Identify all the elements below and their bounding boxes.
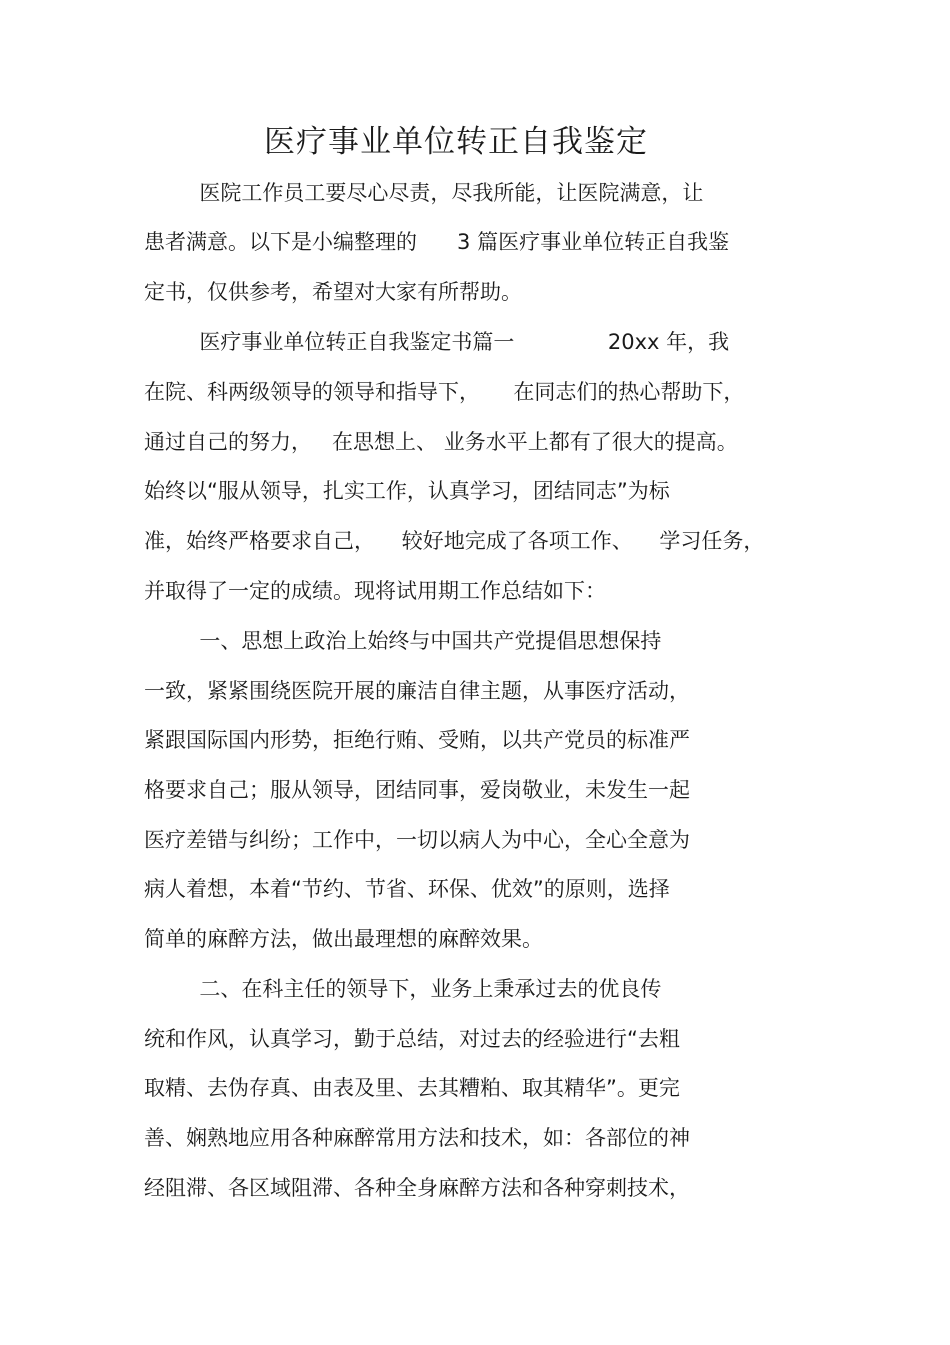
text-line: 患者满意。以下是小编整理的 3 篇医疗事业单位转正自我鉴 [144, 230, 730, 254]
text-line: 通过自己的努力， 在思想上、 业务水平上都有了很大的提高。 [144, 430, 738, 454]
text-line: 在院、科两级领导的领导和指导下， 在同志们的热心帮助下， [144, 380, 745, 404]
text-line: 准，始终严格要求自己， 较好地完成了各项工作、 学习任务， [144, 529, 765, 553]
text-line: 简单的麻醉方法，做出最理想的麻醉效果。 [144, 927, 543, 951]
text-line: 取精、去伪存真、由表及里、去其糟粕、取其精华”。更完 [144, 1076, 680, 1100]
text-line: 格要求自己；服从领导，团结同事，爱岗敬业，未发生一起 [144, 778, 690, 802]
text-line: 医疗差错与纠纷；工作中，一切以病人为中心，全心全意为 [144, 828, 690, 852]
text-line: 并取得了一定的成绩。现将试用期工作总结如下： [144, 579, 606, 603]
text-line: 二、在科主任的领导下，业务上秉承过去的优良传 [146, 977, 662, 1001]
text-line: 善、娴熟地应用各种麻醉常用方法和技术，如：各部位的神 [144, 1126, 690, 1150]
text-line: 一致，紧紧围绕医院开展的廉洁自律主题，从事医疗活动， [144, 679, 690, 703]
text-line: 始终以“服从领导，扎实工作，认真学习，团结同志”为标 [144, 479, 670, 503]
document-title: 医疗事业单位转正自我鉴定 [264, 124, 648, 160]
text-line: 病人着想，本着“节约、节省、环保、优效”的原则，选择 [144, 877, 670, 901]
text-line: 医院工作员工要尽心尽责，尽我所能，让医院满意，让 [146, 181, 704, 205]
text-line: 一、思想上政治上始终与中国共产党提倡思想保持 [146, 629, 662, 653]
text-line: 紧跟国际国内形势，拒绝行贿、受贿，以共产党员的标准严 [144, 728, 690, 752]
text-line: 经阻滞、各区域阻滞、各种全身麻醉方法和各种穿刺技术， [144, 1176, 690, 1200]
text-line: 定书，仅供参考，希望对大家有所帮助。 [144, 280, 522, 304]
text-line: 医疗事业单位转正自我鉴定书篇一 20xx 年，我 [146, 330, 730, 354]
text-line: 统和作风，认真学习，勤于总结，对过去的经验进行“去粗 [144, 1027, 680, 1051]
